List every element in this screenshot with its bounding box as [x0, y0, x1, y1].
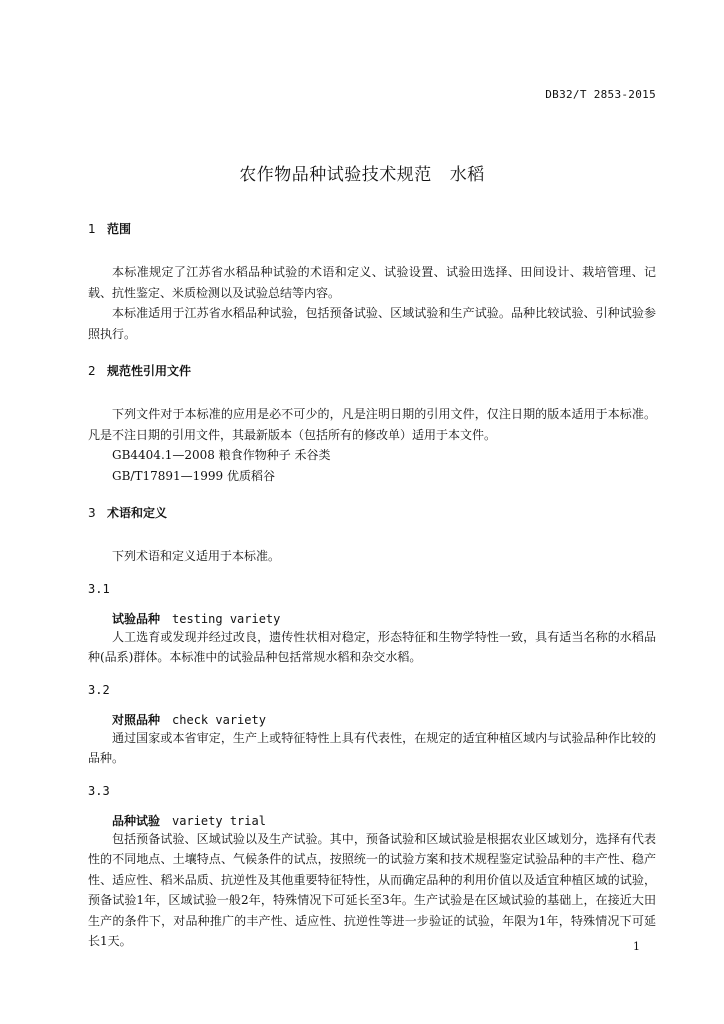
paragraph: 本标准规定了江苏省水稻品种试验的术语和定义、试验设置、试验田选择、田间设计、栽培管理、记载、抗性鉴定、米质检测以及试验总结等内容。 — [88, 265, 656, 300]
term-zh: 品种试验 — [112, 813, 161, 828]
section-title: 规范性引用文件 — [107, 364, 192, 378]
term-definition: 人工选育或发现并经过改良，遗传性状相对稳定，形态特征和生物学特性一致，具有适当名称的水稻品种(品系)群体。本标准中的试验品种包括常规水稻和杂交水稻。 — [88, 629, 656, 664]
title-sub: 水稻 — [449, 165, 485, 185]
term-heading — [88, 611, 656, 627]
title-main: 农作物品种试验技术规范 — [239, 165, 432, 185]
standard-code: DB32/T 2853-2015 — [545, 88, 656, 101]
paragraph: 下列文件对于本标准的应用是必不可少的，凡是注明日期的引用文件，仅注日期的版本适用于本标准。凡是不注日期的引用文件，其最新版本（包括所有的修改单）适用于本文件。 — [88, 407, 656, 442]
paragraph: 下列术语和定义适用于本标准。 — [112, 549, 281, 563]
section-title: 术语和定义 — [107, 506, 168, 520]
paragraph: 本标准适用于江苏省水稻品种试验，包括预备试验、区域试验和生产试验。品种比较试验、引种试验参照执行。 — [88, 306, 656, 341]
document-title — [0, 160, 724, 185]
section-heading-normative-references — [88, 363, 656, 379]
section-heading-terms-definitions — [88, 505, 656, 521]
term-zh: 对照品种 — [112, 712, 161, 727]
section-number: 1 — [88, 222, 96, 236]
term-zh: 试验品种 — [112, 611, 161, 626]
term-number: 3.2 — [88, 682, 110, 697]
section-title: 范围 — [107, 222, 132, 236]
term-definition: 包括预备试验、区域试验以及生产试验。其中，预备试验和区域试验是根据农业区域划分，选择有代表性的不同地点、土壤特点、气候条件的试点，按照统一的试验方案和技术规程鉴定试验品种的丰产性、稳产性、适应性、稻米品质、抗逆性及其他重要特征特性，从而确定品种的利用价值以及适宜种植区域的试验，预备试验1年，区域试验一般2年，特殊情况下可延长至3年。生产试验是在区域试验的基础上，在接近大田生产的条件下，对品种推广的丰产性、适应性、抗逆性等进一步验证的试验，年限为1年，特殊情况下可延长1天。 — [88, 831, 656, 948]
term-en: testing variety — [172, 611, 281, 626]
term-heading — [88, 712, 656, 728]
section-number: 2 — [88, 364, 96, 378]
page-number: 1 — [633, 940, 640, 953]
term-number: 3.3 — [88, 783, 110, 798]
term-definition: 通过国家或本省审定，生产上或特征特性上具有代表性，在规定的适宜种植区域内与试验品种作比较的品种。 — [88, 730, 656, 765]
term-en: variety trial — [172, 813, 266, 828]
section-number: 3 — [88, 506, 96, 520]
reference-item: GB4404.1—2008 粮食作物种子 禾谷类 — [112, 448, 331, 462]
reference-item: GB/T17891—1999 优质稻谷 — [112, 468, 275, 483]
term-number: 3.1 — [88, 581, 110, 596]
term-heading — [88, 813, 656, 829]
document-body — [88, 221, 656, 952]
term-en: check variety — [172, 712, 266, 727]
section-heading-scope — [88, 221, 656, 237]
